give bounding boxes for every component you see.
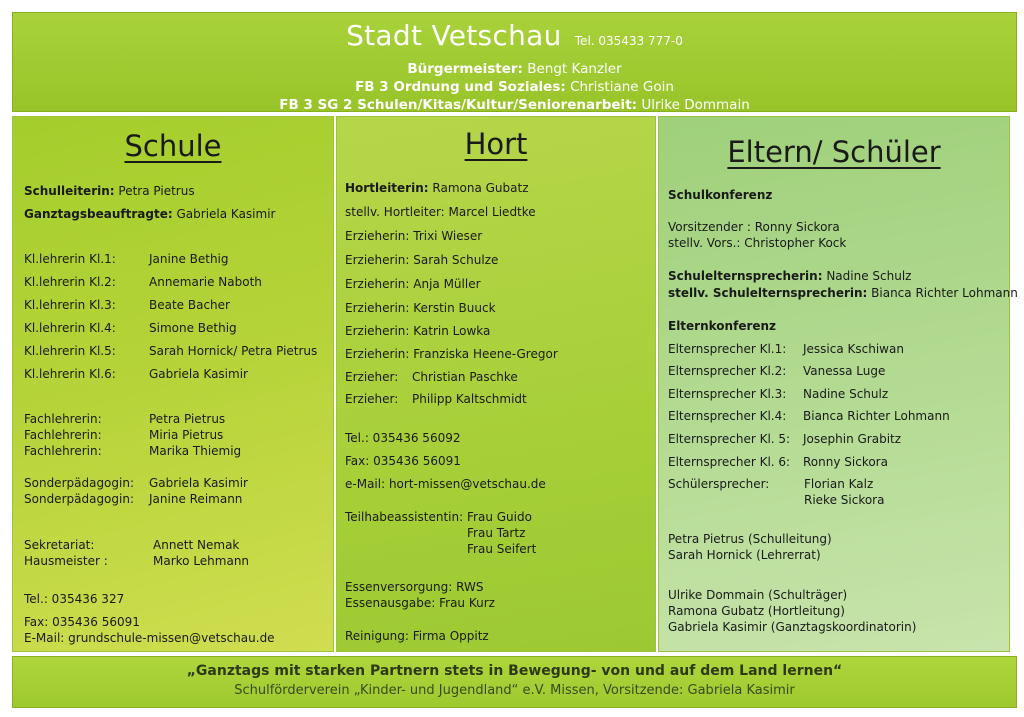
elternsprecher-name: Vanessa Luge [803, 364, 886, 378]
teilhabe-name: Frau Tartz [467, 526, 526, 540]
elternsprecher-label: Elternsprecher Kl.1: [668, 342, 787, 356]
essenversorgung: Essenversorgung: RWS [345, 580, 484, 594]
elternsprecher-name: Jessica Kschiwan [803, 342, 904, 356]
elternsprecher-label: Elternsprecher Kl.2: [668, 364, 787, 378]
fach-label: Fachlehrerin: [24, 412, 102, 426]
sekretariat-label: Sekretariat: [24, 538, 95, 552]
stellv-schulelternsprecherin-row [668, 286, 1018, 300]
essenausgabe: Essenausgabe: Frau Kurz [345, 596, 495, 610]
erzieherin-row: Erzieherin: Katrin Lowka [345, 324, 491, 338]
hortleitung: Ramona Gubatz (Hortleitung) [668, 604, 845, 618]
mayor-name: Bengt Kanzler [527, 61, 622, 77]
hort-fax: Fax: 035436 56091 [345, 454, 461, 468]
klasse-row [24, 252, 229, 266]
eltern-column [658, 116, 1018, 652]
elternsprecher-label: Elternsprecher Kl.3: [668, 387, 787, 401]
klasse-row [24, 298, 230, 312]
schulelternsprecherin-name: Nadine Schulz [826, 269, 912, 283]
footer-quote: „Ganztags mit starken Partnern stets in Bewegung- von und auf dem Land lernen“ [186, 663, 843, 679]
erzieherin-row: Erzieherin: Kerstin Buuck [345, 301, 496, 315]
sonder-label: Sonderpädagogin: [24, 476, 134, 490]
sekretariat-name: Annett Nemak [153, 538, 240, 552]
teilhabe-name: Frau Guido [467, 510, 532, 524]
sonder-row [24, 492, 243, 506]
schule-title: Schule [124, 129, 222, 163]
sonder-label: Sonderpädagogin: [24, 492, 134, 506]
schulkonferenz-heading [668, 188, 772, 202]
sonder-name: Gabriela Kasimir [149, 476, 248, 490]
stellv-hortleiter: stellv. Hortleiter: Marcel Liedtke [345, 205, 536, 219]
klasse-name: Gabriela Kasimir [149, 367, 248, 381]
schulleiterin-row [24, 184, 195, 198]
fach-row [24, 428, 224, 442]
fach-label: Fachlehrerin: [24, 444, 102, 458]
footer-verein: Schulförderverein „Kinder- und Jugendland“ e.V. Missen, Vorsitzende: Gabriela Kasimir [234, 683, 795, 698]
elternsprecher-label: Elternsprecher Kl. 6: [668, 455, 791, 469]
ganztag-row [24, 207, 275, 221]
sg2-line [13, 96, 1016, 114]
elternsprecher-row [668, 409, 950, 423]
teilhabe-name: Frau Seifert [467, 542, 537, 556]
schulelternsprecherin-label: Schulelternsprecherin: [668, 269, 823, 283]
schulelternsprecherin-row [668, 269, 911, 283]
elternsprecher-row [668, 342, 904, 356]
hort-title: Hort [464, 127, 528, 161]
schultraeger: Ulrike Dommain (Schulträger) [668, 588, 848, 602]
schule-phone: Tel.: 035436 327 [24, 592, 125, 606]
elternsprecher-row [668, 455, 888, 469]
hort-column [336, 116, 656, 652]
sonder-row [24, 476, 248, 490]
schulleiterin-name: Petra Pietrus [118, 184, 195, 198]
hort-phone: Tel.: 035436 56092 [345, 431, 461, 445]
fb3-label: FB 3 Ordnung und Soziales: [355, 79, 566, 95]
sg2-label: FB 3 SG 2 Schulen/Kitas/Kultur/Seniorenarbeit: [279, 97, 638, 113]
mayor-line [13, 60, 1016, 78]
fb3-line [13, 78, 1016, 96]
klasse-label: Kl.lehrerin Kl.3: [24, 298, 116, 312]
erzieherin-row: Erzieherin: Franziska Heene-Gregor [345, 347, 558, 361]
vorsitzender: Vorsitzender : Ronny Sickora [668, 220, 840, 234]
hausmeister-row [24, 554, 250, 568]
schuelersprecher-name: Florian Kalz [804, 477, 874, 491]
elternsprecher-row [668, 432, 902, 446]
fach-row [24, 444, 242, 458]
klasse-name: Beate Bacher [149, 298, 230, 312]
lehrerrat: Sarah Hornick (Lehrerrat) [668, 548, 821, 562]
elternsprecher-row [668, 364, 886, 378]
elternkonferenz-heading [668, 319, 776, 333]
erzieherin-row: Erzieherin: Anja Müller [345, 277, 481, 291]
erzieher-name: Philipp Kaltschmidt [412, 392, 527, 406]
hausmeister-name: Marko Lehmann [153, 554, 250, 568]
stellv-vorsitzender: stellv. Vors.: Christopher Kock [668, 236, 847, 250]
sekretariat-row [24, 538, 240, 552]
schuelersprecher-label: Schülersprecher: [668, 477, 770, 491]
elternkonferenz-label: Elternkonferenz [668, 319, 777, 333]
klasse-label: Kl.lehrerin Kl.1: [24, 252, 116, 266]
schule-column [12, 116, 334, 652]
header-phone: Tel. 035433 777-0 [574, 34, 683, 48]
elternsprecher-name: Ronny Sickora [803, 455, 888, 469]
header-banner [12, 12, 1017, 112]
elternsprecher-label: Elternsprecher Kl. 5: [668, 432, 791, 446]
schulleiterin-label: Schulleiterin: [24, 184, 115, 198]
schuelersprecher-name: Rieke Sickora [804, 493, 885, 507]
schule-email: E-Mail: grundschule-missen@vetschau.de [24, 631, 275, 645]
schulkonferenz-label: Schulkonferenz [668, 188, 773, 202]
page-title: Stadt Vetschau [346, 19, 562, 52]
fach-name: Petra Pietrus [149, 412, 226, 426]
schule-fax: Fax: 035436 56091 [24, 615, 140, 629]
klasse-row [24, 275, 262, 289]
klasse-name: Simone Bethig [149, 321, 237, 335]
erzieher-row [345, 370, 518, 384]
stellv-schulelternsprecherin-label: stellv. Schulelternsprecherin: [668, 286, 868, 300]
erzieher-name: Christian Paschke [412, 370, 518, 384]
erzieher-label: Erzieher: [345, 392, 399, 406]
schulleitung: Petra Pietrus (Schulleitung) [668, 532, 832, 546]
sonder-name: Janine Reimann [149, 492, 243, 506]
elternsprecher-name: Josephin Grabitz [803, 432, 902, 446]
teilhabe-label: Teilhabeassistentin: [345, 510, 464, 524]
klasse-row [24, 367, 248, 381]
sg2-name: Ulrike Dommain [641, 97, 750, 113]
klasse-label: Kl.lehrerin Kl.5: [24, 344, 116, 358]
fb3-name: Christiane Goin [570, 79, 674, 95]
fach-label: Fachlehrerin: [24, 428, 102, 442]
elternsprecher-name: Nadine Schulz [803, 387, 889, 401]
fach-name: Marika Thiemig [149, 444, 242, 458]
hort-email: e-Mail: hort-missen@vetschau.de [345, 477, 546, 491]
erzieher-row [345, 392, 527, 406]
klasse-label: Kl.lehrerin Kl.4: [24, 321, 116, 335]
mayor-label: Bürgermeister: [407, 61, 523, 77]
klasse-name: Annemarie Naboth [149, 275, 262, 289]
erzieherin-row: Erzieherin: Trixi Wieser [345, 229, 483, 243]
klasse-name: Janine Bethig [149, 252, 229, 266]
klasse-row [24, 321, 237, 335]
elternsprecher-label: Elternsprecher Kl.4: [668, 409, 787, 423]
elternsprecher-row [668, 387, 889, 401]
erzieher-label: Erzieher: [345, 370, 399, 384]
fach-row [24, 412, 226, 426]
klasse-row [24, 344, 318, 358]
hortleiterin-label: Hortleiterin: [345, 181, 429, 195]
ganztag-label: Ganztagsbeauftragte: [24, 207, 173, 221]
hortleiterin-row [345, 181, 529, 195]
eltern-title: Eltern/ Schüler [727, 135, 941, 169]
fach-name: Miria Pietrus [149, 428, 224, 442]
klasse-label: Kl.lehrerin Kl.6: [24, 367, 116, 381]
reinigung: Reinigung: Firma Oppitz [345, 629, 489, 643]
stellv-schulelternsprecherin-name: Bianca Richter Lohmann [871, 286, 1018, 300]
erzieherin-row: Erzieherin: Sarah Schulze [345, 253, 499, 267]
ganztag-name: Gabriela Kasimir [176, 207, 276, 221]
klasse-label: Kl.lehrerin Kl.2: [24, 275, 116, 289]
elternsprecher-name: Bianca Richter Lohmann [803, 409, 950, 423]
hortleiterin-name: Ramona Gubatz [432, 181, 529, 195]
ganztagskoordinatorin: Gabriela Kasimir (Ganztagskoordinatorin) [668, 620, 917, 634]
hausmeister-label: Hausmeister : [24, 554, 108, 568]
footer-banner [12, 656, 1017, 708]
klasse-name: Sarah Hornick/ Petra Pietrus [149, 344, 318, 358]
